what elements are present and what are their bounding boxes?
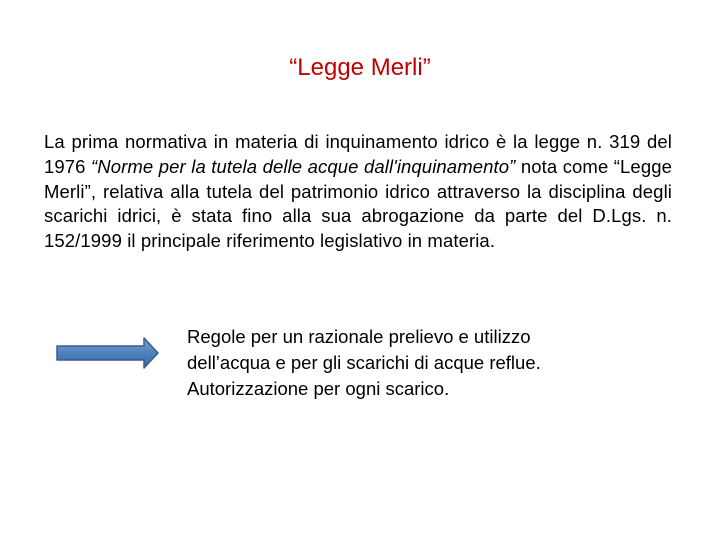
arrow-text-line-2: dell’acqua e per gli scarichi di acque reflue.: [187, 352, 541, 373]
body-paragraph: [44, 130, 672, 254]
paragraph-part-1: La prima normativa in materia di inquinamento idrico è la legge n. 319 del 1976: [44, 131, 672, 177]
right-arrow-icon: [56, 336, 160, 370]
slide-title: “Legge Merli”: [289, 54, 431, 81]
arrow-text-line-1: Regole per un razionale prelievo e utilizzo: [187, 326, 531, 347]
paragraph-part-2: nota come “Legge Merli”, relativa alla tutela del patrimonio idrico attraverso la disciplina degli scarichi idrici, è stata fino alla sua abrogazione da parte del D.Lgs. n. 152/1999 il principale riferimento legislativo in materia.: [44, 155, 672, 252]
paragraph-law-title: “Norme per la tutela delle acque dall'inquinamento”: [91, 155, 516, 177]
arrow-text: [187, 324, 687, 402]
arrow-shape: [57, 338, 158, 368]
arrow-text-line-3: Autorizzazione per ogni scarico.: [187, 378, 450, 399]
